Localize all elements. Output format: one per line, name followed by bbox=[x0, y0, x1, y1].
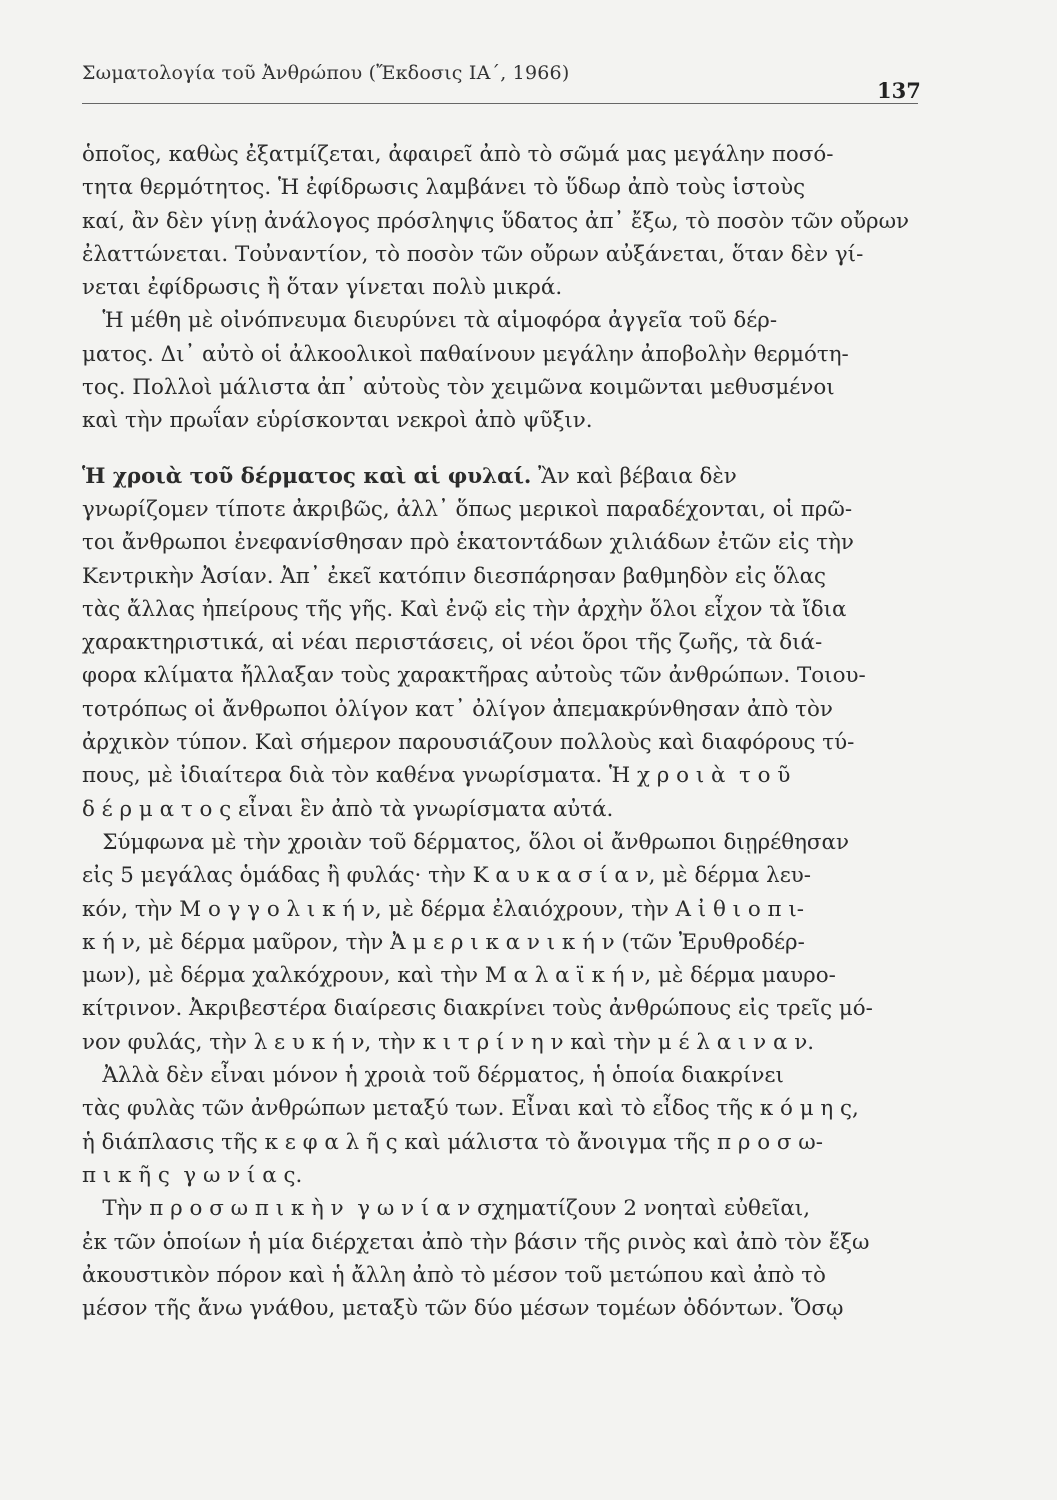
text-line: Ἀλλὰ δὲν εἶναι μόνον ἡ χροιὰ τοῦ δέρματος, ἡ ὁποία διακρίνει bbox=[82, 1063, 784, 1089]
text-line: τητα θερμότητος. Ἡ ἐφίδρωσις λαμβάνει τὸ ὕδωρ ἀπὸ τοὺς ἱστοὺς bbox=[82, 175, 806, 201]
text-line: Ἡ μέθη μὲ οἰνόπνευμα διευρύνει τὰ αἱμοφόρα ἀγγεῖα τοῦ δέρ- bbox=[82, 308, 778, 334]
text-line-continuation: Ἂν καὶ βέβαια δὲν bbox=[531, 463, 737, 489]
text-line: τὰς φυλὰς τῶν ἀνθρώπων μεταξύ των. Εἶναι καὶ τὸ εἶδος τῆς κ ό μ η ς, bbox=[82, 1096, 859, 1122]
text-line: τὰς ἄλλας ἠπείρους τῆς γῆς. Καὶ ἐνῷ εἰς τὴν ἀρχὴν ὅλοι εἶχον τὰ ἴδια bbox=[82, 596, 847, 622]
text-line: τοτρόπως οἱ ἄνθρωποι ὀλίγον κατ᾿ ὀλίγον ἀπεμακρύνθησαν ἀπὸ τὸν bbox=[82, 696, 833, 722]
text-line: δ έ ρ μ α τ ο ς εἶναι ἓν ἀπὸ τὰ γνωρίσματα αὐτά. bbox=[82, 796, 614, 822]
text-line: νεται ἐφίδρωσις ἢ ὅταν γίνεται πολὺ μικρά. bbox=[82, 275, 563, 301]
running-head: Σωματολογία τοῦ Ἀνθρώπου (Ἔκδοσις ΙΑ΄, 1966) bbox=[82, 62, 570, 84]
text-line: φορα κλίματα ἤλλαξαν τοὺς χαρακτῆρας αὐτοὺς τῶν ἀνθρώπων. Τοιου- bbox=[82, 663, 866, 689]
paragraph-other-traits bbox=[82, 1059, 912, 1192]
paragraph-skin-colour-races bbox=[82, 460, 912, 826]
paragraph-alcohol bbox=[82, 304, 912, 437]
page-number: 137 bbox=[877, 78, 921, 103]
body-text bbox=[82, 138, 912, 1325]
text-line: ἀρχικὸν τύπον. Καὶ σήμερον παρουσιάζουν πολλοὺς καὶ διαφόρους τύ- bbox=[82, 730, 855, 756]
text-line: ἡ διάπλασις τῆς κ ε φ α λ ῆ ς καὶ μάλιστα τὸ ἄνοιγμα τῆς π ρ ο σ ω- bbox=[82, 1129, 823, 1155]
text-line: Κεντρικὴν Ἀσίαν. Ἀπ᾿ ἐκεῖ κατόπιν διεσπάρησαν βαθμηδὸν εἰς ὅλας bbox=[82, 563, 826, 589]
text-line: χαρακτηριστικά, αἱ νέαι περιστάσεις, οἱ νέοι ὅροι τῆς ζωῆς, τὰ διά- bbox=[82, 630, 823, 656]
text-line: ἀκουστικὸν πόρον καὶ ἡ ἄλλη ἀπὸ τὸ μέσον τοῦ μετώπου καὶ ἀπὸ τὸ bbox=[82, 1262, 826, 1288]
text-line: ἐκ τῶν ὁποίων ἡ μία διέρχεται ἀπὸ τὴν βάσιν τῆς ρινὸς καὶ ἀπὸ τὸν ἔξω bbox=[82, 1229, 870, 1255]
text-line: τος. Πολλοὶ μάλιστα ἀπ᾿ αὐτοὺς τὸν χειμῶνα κοιμῶνται μεθυσμένοι bbox=[82, 375, 835, 401]
paragraph-five-groups bbox=[82, 826, 912, 1059]
header-rule bbox=[82, 103, 918, 104]
text-line: π ι κ ῆ ς γ ω ν ί α ς. bbox=[82, 1162, 303, 1188]
text-line: κίτρινον. Ἀκριβεστέρα διαίρεσις διακρίνει τοὺς ἀνθρώπους εἰς τρεῖς μό- bbox=[82, 996, 873, 1022]
text-line: καί, ἂν δὲν γίνῃ ἀνάλογος πρόσληψις ὕδατος ἀπ᾿ ἔξω, τὸ ποσὸν τῶν οὔρων bbox=[82, 208, 910, 234]
text-line: γνωρίζομεν τίποτε ἀκριβῶς, ἀλλ᾿ ὅπως μερικοὶ παραδέχονται, οἱ πρῶ- bbox=[82, 496, 853, 522]
section-gap bbox=[82, 438, 912, 460]
text-line: ματος. Δι᾿ αὐτὸ οἱ ἀλκοολικοὶ παθαίνουν μεγάλην ἀποβολὴν θερμότη- bbox=[82, 341, 849, 367]
text-line: μων), μὲ δέρμα χαλκόχρουν, καὶ τὴν Μ α λ α ϊ κ ή ν, μὲ δέρμα μαυρο- bbox=[82, 963, 836, 989]
text-line: κόν, τὴν Μ ο γ γ ο λ ι κ ή ν, μὲ δέρμα ἐλαιόχρουν, τὴν Α ἰ θ ι ο π ι- bbox=[82, 896, 804, 922]
text-line: ἐλαττώνεται. Τοὐναντίον, τὸ ποσὸν τῶν οὔρων αὐξάνεται, ὅταν δὲν γί- bbox=[82, 241, 864, 267]
paragraph-facial-angle bbox=[82, 1192, 912, 1325]
text-line: τοι ἄνθρωποι ἐνεφανίσθησαν πρὸ ἑκατοντάδων χιλιάδων ἐτῶν εἰς τὴν bbox=[82, 530, 854, 556]
text-line: καὶ τὴν πρωΐαν εὑρίσκονται νεκροὶ ἀπὸ ψῦξιν. bbox=[82, 408, 593, 434]
text-line: πους, μὲ ἰδιαίτερα διὰ τὸν καθένα γνωρίσματα. Ἡ χ ρ ο ι ὰ τ ο ῦ bbox=[82, 763, 791, 789]
section-heading: Ἡ χροιὰ τοῦ δέρματος καὶ αἱ φυλαί. bbox=[82, 463, 532, 489]
text-line: ὁποῖος, καθὼς ἐξατμίζεται, ἀφαιρεῖ ἀπὸ τὸ σῶμά μας μεγάλην ποσό- bbox=[82, 142, 834, 167]
paragraph-evaporation bbox=[82, 138, 912, 304]
text-line: εἰς 5 μεγάλας ὁμάδας ἢ φυλάς· τὴν Κ α υ κ α σ ί α ν, μὲ δέρμα λευ- bbox=[82, 863, 812, 889]
text-line bbox=[82, 460, 912, 493]
text-line: Σύμφωνα μὲ τὴν χροιὰν τοῦ δέρματος, ὅλοι οἱ ἄνθρωποι διῃρέθησαν bbox=[82, 829, 849, 855]
text-line: νον φυλάς, τὴν λ ε υ κ ή ν, τὴν κ ι τ ρ ί ν η ν καὶ τὴν μ έ λ α ι ν α ν. bbox=[82, 1029, 815, 1055]
text-line: Τὴν π ρ ο σ ω π ι κ ὴ ν γ ω ν ί α ν σχηματίζουν 2 νοηταὶ εὐθεῖαι, bbox=[82, 1196, 810, 1222]
text-line: μέσον τῆς ἄνω γνάθου, μεταξὺ τῶν δύο μέσων τομέων ὀδόντων. Ὅσῳ bbox=[82, 1296, 844, 1322]
text-line: κ ή ν, μὲ δέρμα μαῦρον, τὴν Ἀ μ ε ρ ι κ α ν ι κ ή ν (τῶν Ἐρυθροδέρ- bbox=[82, 929, 805, 955]
